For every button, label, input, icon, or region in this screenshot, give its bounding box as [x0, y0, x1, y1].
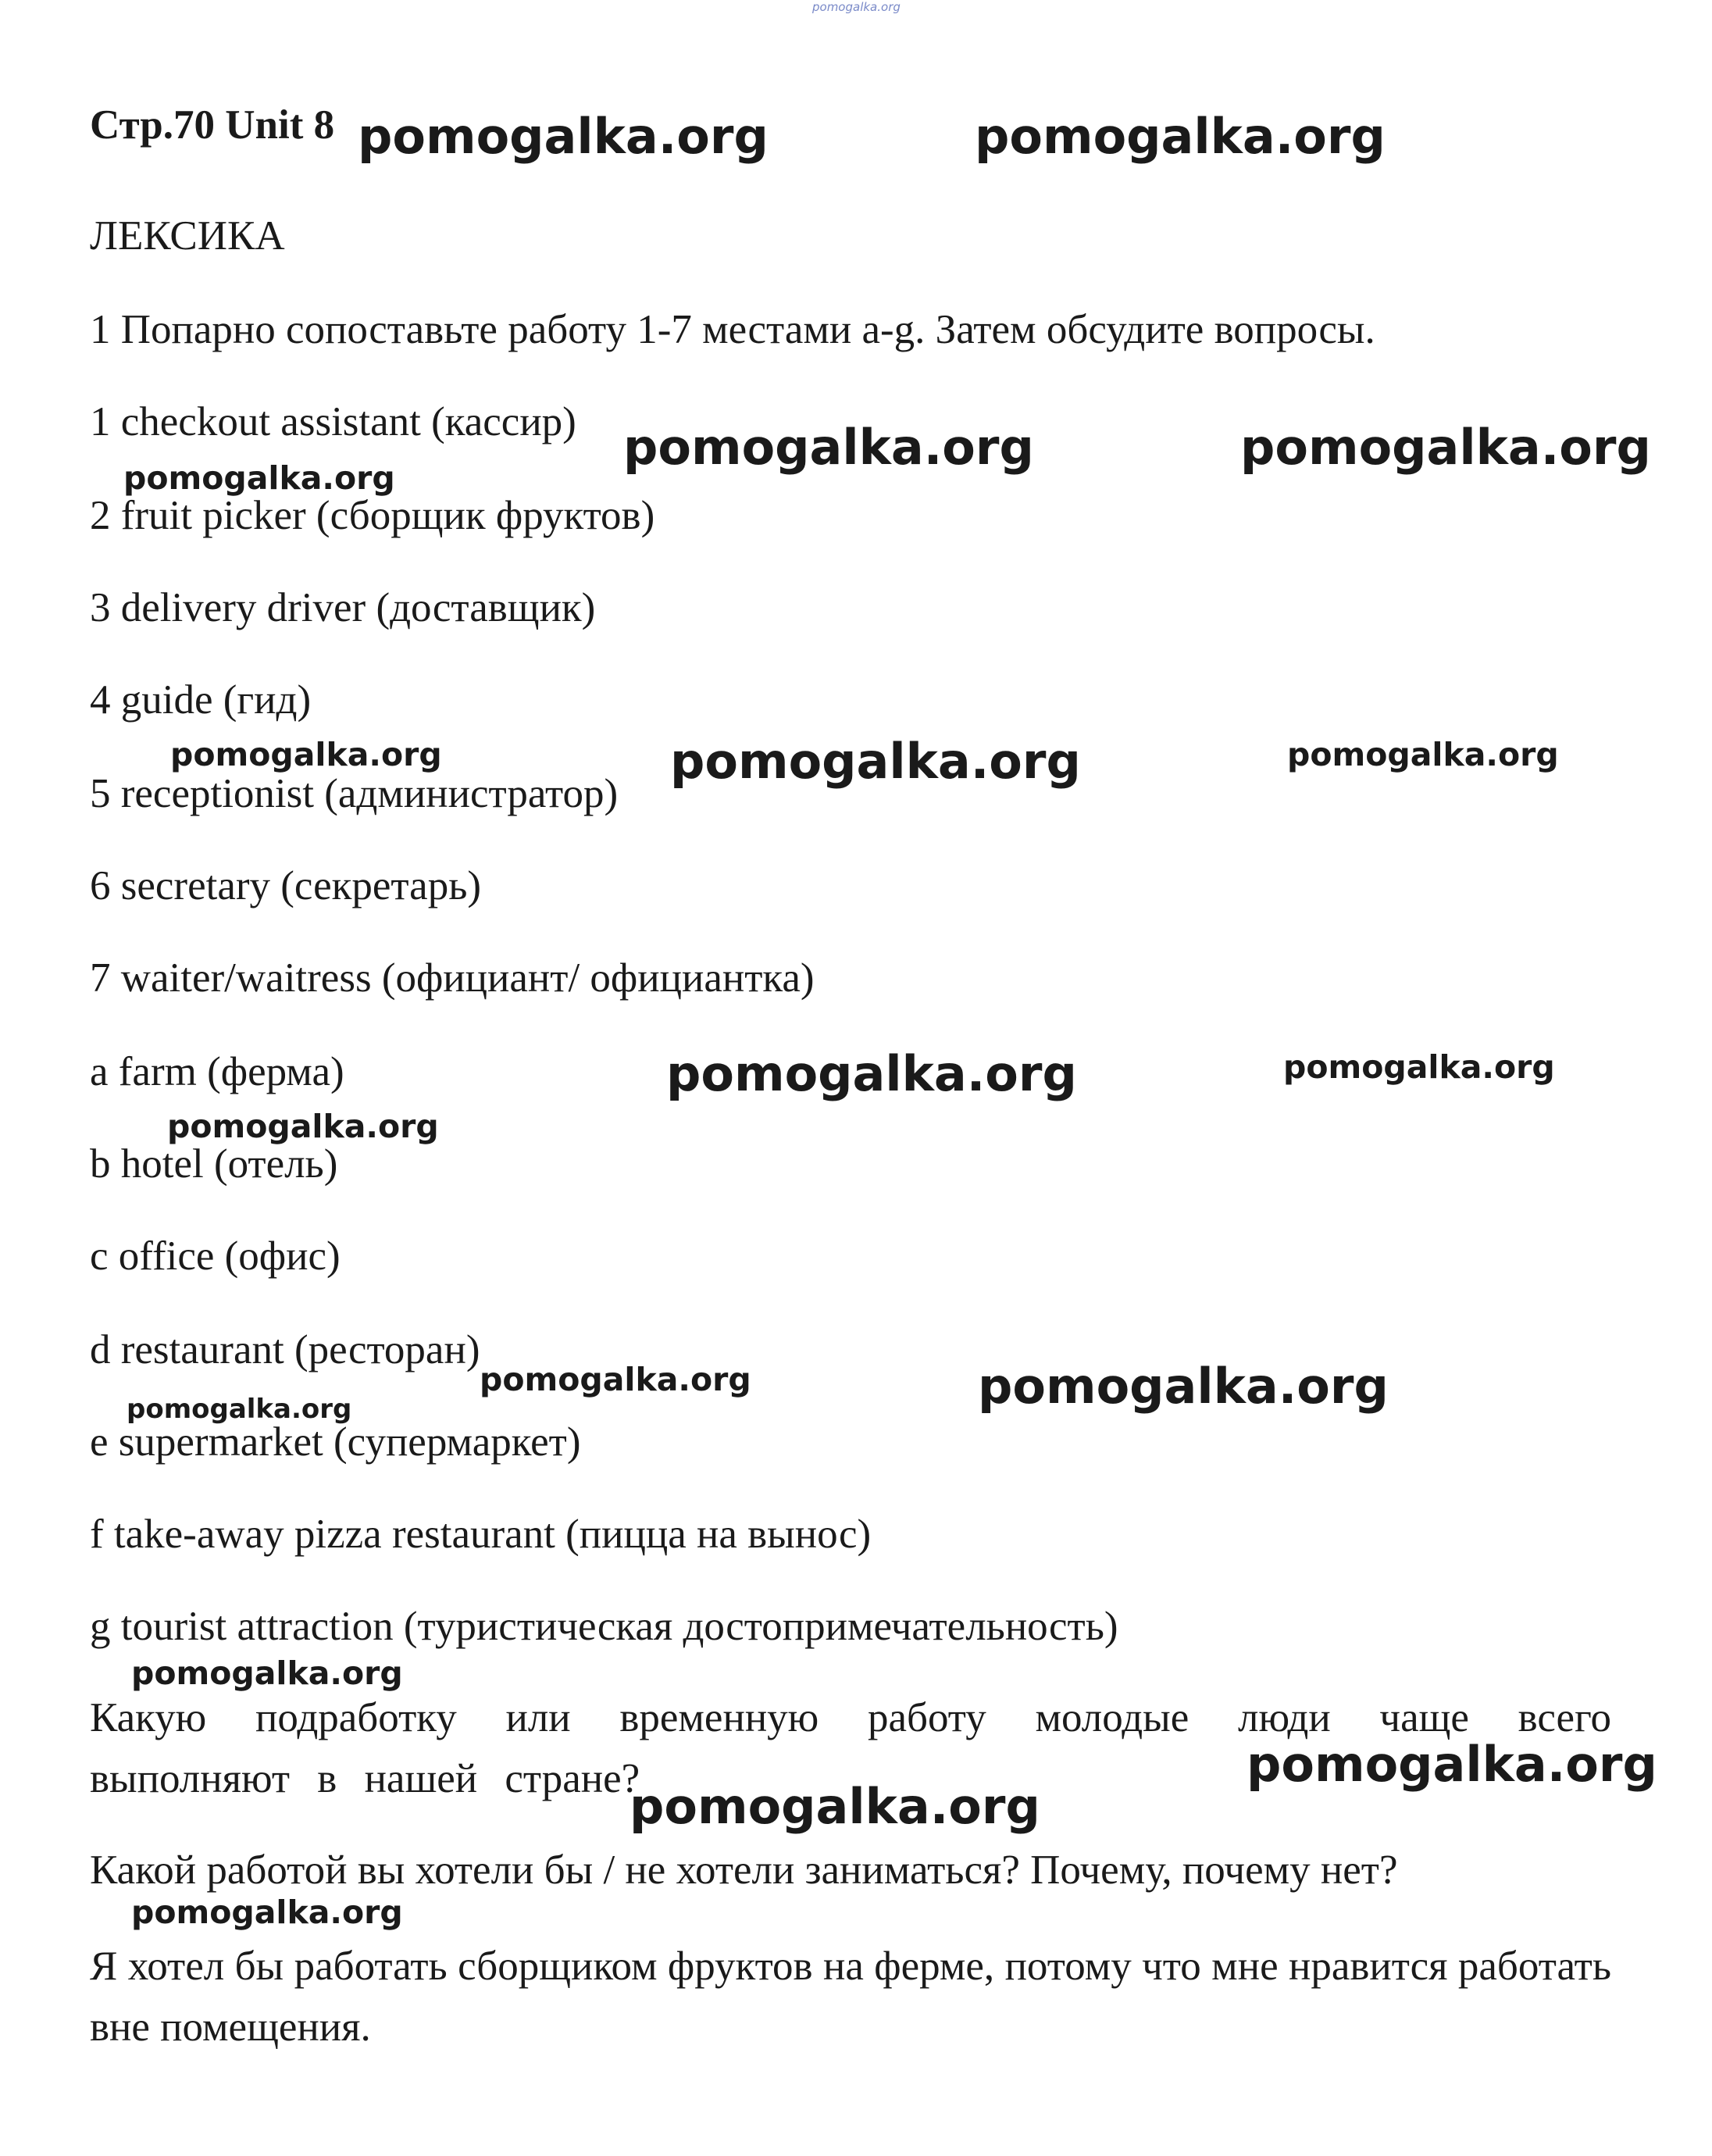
watermark: pomogalka.org — [131, 1894, 403, 1931]
watermark: pomogalka.org — [1240, 419, 1651, 476]
job-item: 4 guide (гид) — [90, 677, 312, 723]
top-watermark: pomogalka.org — [812, 0, 901, 14]
place-item: a farm (ферма) — [90, 1049, 344, 1094]
question-one: Какую подработку или временную работу молодые люди чаще всего выполняют в нашей стране? — [90, 1695, 1611, 1801]
watermark: pomogalka.org — [1287, 736, 1559, 773]
watermark: pomogalka.org — [666, 1045, 1077, 1102]
watermark: pomogalka.org — [131, 1654, 403, 1692]
watermark: pomogalka.org — [170, 736, 442, 773]
job-item: 5 receptionist (администратор) — [90, 771, 619, 816]
watermark: pomogalka.org — [1247, 1736, 1657, 1793]
watermark: pomogalka.org — [1283, 1048, 1555, 1086]
watermark: pomogalka.org — [480, 1361, 751, 1398]
watermark: pomogalka.org — [975, 108, 1386, 165]
job-item: 1 checkout assistant (кассир) — [90, 399, 576, 444]
watermark: pomogalka.org — [630, 1778, 1040, 1835]
place-item: c office (офис) — [90, 1233, 341, 1279]
watermark: pomogalka.org — [167, 1108, 439, 1145]
watermark: pomogalka.org — [670, 733, 1081, 790]
job-item: 2 fruit picker (сборщик фруктов) — [90, 493, 655, 538]
place-item: f take-away pizza restaurant (пицца на вынос) — [90, 1512, 872, 1557]
watermark: pomogalka.org — [123, 459, 395, 497]
section-title: ЛЕКСИКА — [90, 213, 285, 259]
watermark: pomogalka.org — [127, 1394, 352, 1425]
watermark: pomogalka.org — [978, 1358, 1389, 1415]
task-instruction: 1 Попарно сопоставьте работу 1-7 местами a-g. Затем обсудите вопросы. — [90, 307, 1375, 352]
place-item: d restaurant (ресторан) — [90, 1327, 480, 1372]
place-item: b hotel (отель) — [90, 1141, 338, 1187]
answer-text: Я хотел бы работать сборщиком фруктов на ферме, потому что мне нравится работать вне помещения. — [90, 1944, 1611, 2050]
question-two: Какой работой вы хотели бы / не хотели заниматься? Почему, почему нет? — [90, 1847, 1398, 1893]
job-item: 6 secretary (секретарь) — [90, 863, 482, 908]
job-item: 3 delivery driver (доставщик) — [90, 585, 596, 630]
place-item: e supermarket (супермаркет) — [90, 1419, 581, 1465]
watermark: pomogalka.org — [623, 419, 1034, 476]
job-item: 7 waiter/waitress (официант/ официантка) — [90, 955, 815, 1001]
page-heading: Стр.70 Unit 8 — [90, 102, 335, 148]
place-item: g tourist attraction (туристическая достопримечательность) — [90, 1604, 1118, 1649]
watermark: pomogalka.org — [358, 108, 769, 165]
